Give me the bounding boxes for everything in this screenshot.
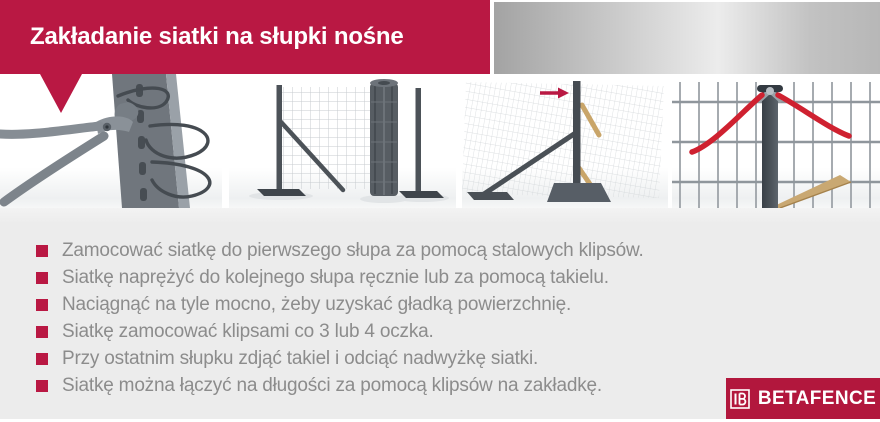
list-item [36,264,880,291]
instruction-list [0,208,880,399]
betafence-mark-icon [730,389,750,409]
instruction-text: Zamocować siatkę do pierwszego słupa za pomocą stalowych klipsów. [62,240,644,261]
instruction-text: Naciągnąć na tyle mocno, żeby uzyskać gładką powierzchnię. [62,294,572,315]
photo-step-tensioning [462,74,668,208]
pliers-clip-icon [0,74,222,208]
betafence-logo [726,378,880,419]
instruction-text: Siatkę zamocować klipsami co 3 lub 4 oczka. [62,321,434,342]
photo-step-mesh-roll [229,74,456,208]
photo-step-clip-pliers [0,74,222,208]
instruction-text: Siatkę można łączyć na długości za pomocą klipsów na zakładkę. [62,375,602,396]
bullet-square-icon [36,380,48,392]
metal-gradient-bar [494,2,880,74]
instruction-text: Siatkę naprężyć do kolejnego słupa ręcznie lub za pomocą takielu. [62,267,609,288]
bullet-square-icon [36,245,48,257]
list-item [36,345,880,372]
instruction-text: Przy ostatnim słupku zdjąć takiel i odciąć nadwyżkę siatki. [62,348,539,369]
mesh-roll-posts-icon [229,74,456,208]
photo-step-tension-wire [672,74,880,208]
list-item [36,291,880,318]
bullet-square-icon [36,272,48,284]
tension-wire-post-icon [672,74,880,208]
arrow-down-pointer-icon [40,74,82,113]
bullet-square-icon [36,299,48,311]
bullet-square-icon [36,326,48,338]
logo-text: BETAFENCE [757,387,877,409]
list-item [36,318,880,345]
tensioned-mesh-icon [462,74,668,208]
photo-strip [0,74,880,208]
bullet-square-icon [36,353,48,365]
list-item [36,237,880,264]
page-title: Zakładanie siatki na słupki nośne [30,23,404,50]
